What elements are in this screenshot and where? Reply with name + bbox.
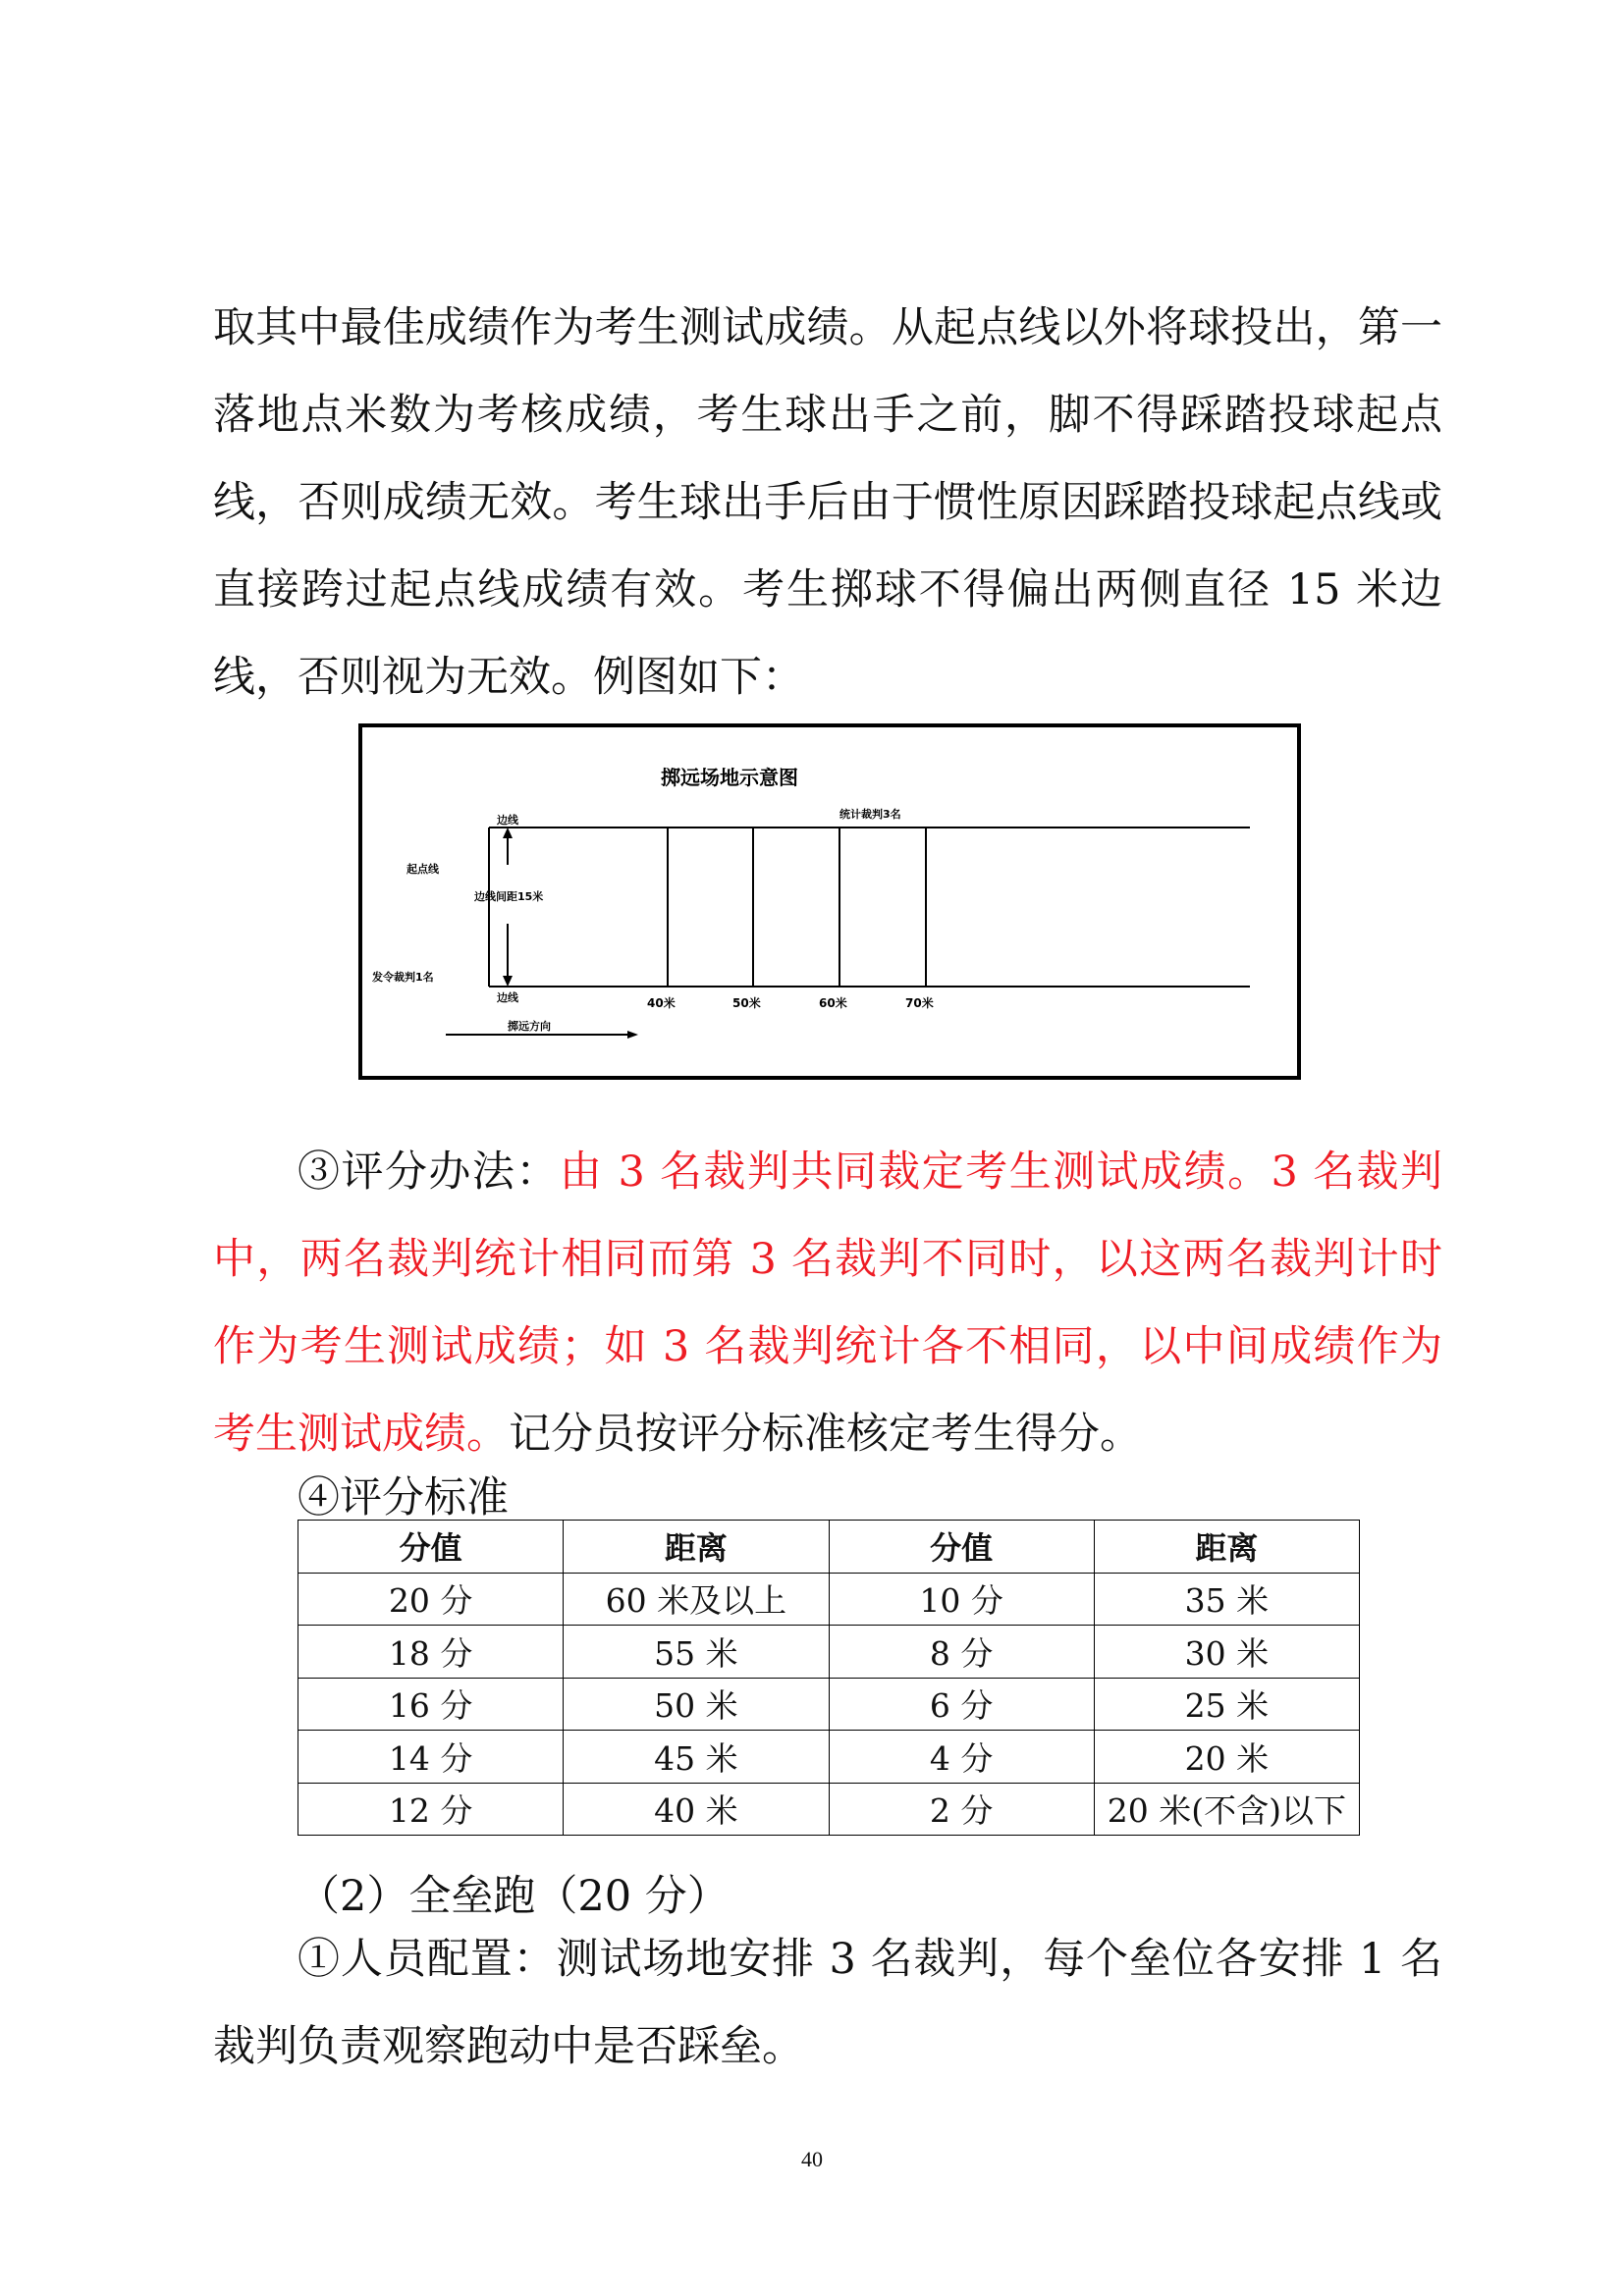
- table-cell: 6 分: [829, 1678, 1094, 1731]
- stat-judges-label: 统计裁判3名: [839, 808, 901, 821]
- table-cell: 4 分: [829, 1731, 1094, 1784]
- table-cell: 20 米: [1094, 1731, 1359, 1784]
- table-cell: 16 分: [298, 1678, 564, 1731]
- page-number: 40: [801, 2147, 823, 2171]
- direction-label: 掷远方向: [508, 1020, 551, 1033]
- scoring-standard-table: [298, 1520, 1360, 1836]
- start-judge-label: 发令裁判1名: [372, 971, 434, 984]
- start-line-label: 起点线: [406, 863, 439, 876]
- table-cell: 14 分: [298, 1731, 564, 1784]
- table-row: [298, 1731, 1360, 1784]
- scoring-method-paragraph: [213, 1129, 1442, 1478]
- table-cell: 50 米: [564, 1678, 829, 1731]
- table-cell: 20 米(不含)以下: [1094, 1783, 1359, 1836]
- table-cell: 12 分: [298, 1783, 564, 1836]
- width-arrowhead-up: [503, 828, 513, 838]
- figure-title: 掷远场地示意图: [661, 766, 798, 789]
- table-cell: 18 分: [298, 1626, 564, 1679]
- top-sideline-label: 边线: [497, 814, 518, 827]
- table-header-cell: 距离: [564, 1521, 829, 1574]
- table-cell: 25 米: [1094, 1678, 1359, 1731]
- table-cell: 45 米: [564, 1731, 829, 1784]
- table-header-row: [298, 1521, 1360, 1574]
- table-row: [298, 1573, 1360, 1626]
- table-cell: 40 米: [564, 1783, 829, 1836]
- intro-paragraph: 取其中最佳成绩作为考生测试成绩。从起点线以外将球投出，第一落地点米数为考核成绩，考生球出手之前，脚不得踩踏投球起点线，否则成绩无效。考生球出手后由于惯性原因踩踏投球起点线或直接跨过起点线成绩有效。考生掷球不得偏出两侧直径 15 米边线，否则视为无效。例图如下：: [213, 303, 1442, 702]
- distance-label-40: 40米: [647, 996, 676, 1010]
- scoring-method-heading: ③评分办法：: [298, 1148, 560, 1197]
- section-heading: （2）全垒跑（20 分）: [298, 1872, 730, 1921]
- table-cell: 35 米: [1094, 1573, 1359, 1626]
- table-cell: 8 分: [829, 1626, 1094, 1679]
- distance-label-70: 70米: [905, 996, 934, 1010]
- table-cell: 20 分: [298, 1573, 564, 1626]
- table-header-cell: 分值: [829, 1521, 1094, 1574]
- table-row: [298, 1678, 1360, 1731]
- table-cell: 30 米: [1094, 1626, 1359, 1679]
- distance-label-60: 60米: [819, 996, 847, 1010]
- staffing-paragraph: ①人员配置：测试场地安排 3 名裁判，每个垒位各安排 1 名裁判负责观察跑动中是否踩垒。: [213, 1935, 1442, 2071]
- scoring-method-black-text: 记分员按评分标准核定考生得分。: [509, 1410, 1142, 1459]
- scoring-standard-heading: ④评分标准: [298, 1473, 509, 1522]
- throwing-field-diagram: [358, 723, 1301, 1080]
- table-cell: 2 分: [829, 1783, 1094, 1836]
- table-row: [298, 1783, 1360, 1836]
- table-cell: 10 分: [829, 1573, 1094, 1626]
- table-cell: 55 米: [564, 1626, 829, 1679]
- direction-arrowhead: [627, 1031, 638, 1039]
- distance-label-50: 50米: [732, 996, 761, 1010]
- table-cell: 60 米及以上: [564, 1573, 829, 1626]
- table-header-cell: 距离: [1094, 1521, 1359, 1574]
- bottom-sideline-label: 边线: [497, 991, 518, 1004]
- width-arrowhead-down: [503, 976, 513, 987]
- table-header-cell: 分值: [298, 1521, 564, 1574]
- table-row: [298, 1626, 1360, 1679]
- field-diagram-svg: [362, 727, 1297, 1076]
- scoring-method-red-text: 由 3 名裁判共同裁定考生测试成绩。3 名裁判中，两名裁判统计相同而第 3 名裁判不同时，以这两名裁判计时作为考生测试成绩；如 3 名裁判统计各不相同，以中间成绩作为考生测试成绩。: [213, 1148, 1442, 1459]
- width-label: 边线间距15米: [474, 890, 544, 903]
